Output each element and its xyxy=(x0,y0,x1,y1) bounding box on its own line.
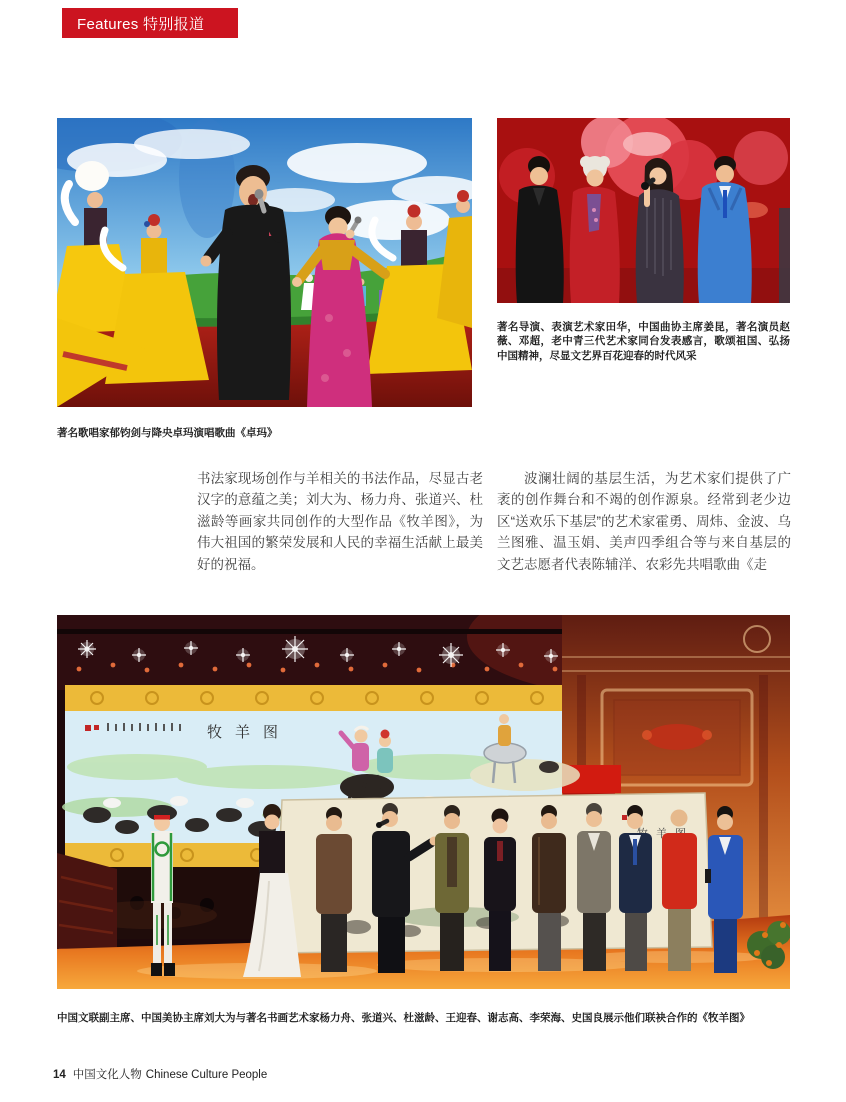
singers-photo-illustration xyxy=(57,118,472,407)
section-badge: Features 特别报道 xyxy=(62,8,238,38)
page-footer xyxy=(53,1066,267,1082)
painting-title-text: 牧羊图 xyxy=(207,724,292,741)
photo-bottom-caption: 中国文联副主席、中国美协主席刘大为与著名书画艺术家杨力舟、张道兴、杜滋龄、王迎春、谢志高、李荣海、史国良展示他们联袂合作的《牧羊图》 xyxy=(57,1011,750,1024)
photo-singers-stage xyxy=(57,118,472,407)
photo-top-left-caption: 著名歌唱家郁钧剑与降央卓玛演唱歌曲《卓玛》 xyxy=(57,426,278,439)
page-number: 14 xyxy=(53,1069,66,1081)
photo-top-right-caption: 著名导演、表演艺术家田华，中国曲协主席姜昆，著名演员赵薇、邓超，老中青三代艺术家同台发表感言，歌颂祖国、弘扬中国精神，尽显文艺界百花迎春的时代风采 xyxy=(497,320,790,362)
photo-painting-presentation xyxy=(57,615,790,989)
journal-name-en: Chinese Culture People xyxy=(145,1069,268,1081)
article-column-left: 书法家现场创作与羊相关的书法作品，尽显古老汉字的意蕴之美；刘大为、杨力舟、张道兴、杜滋龄等画家共同创作的大型作品《牧羊图》，为伟大祖国的繁荣发展和人民的幸福生活献上最美好的祝福。 xyxy=(197,471,483,572)
presentation-photo-illustration xyxy=(57,615,790,989)
journal-name-cn: 中国文化人物 xyxy=(72,1069,142,1081)
artists-photo-illustration xyxy=(497,118,790,303)
photo-artists-group xyxy=(497,118,790,303)
article-column-right: 波澜壮阔的基层生活，为艺术家们提供了广袤的创作舞台和不竭的创作源泉。经常到老少边区“送欢乐下基层”的艺术家霍勇、周炜、金波、乌兰图雅、温玉娟、美声四季组合等与来自基层的文艺志愿者代表陈辅洋、农彩先共唱歌曲《走 xyxy=(497,471,791,572)
